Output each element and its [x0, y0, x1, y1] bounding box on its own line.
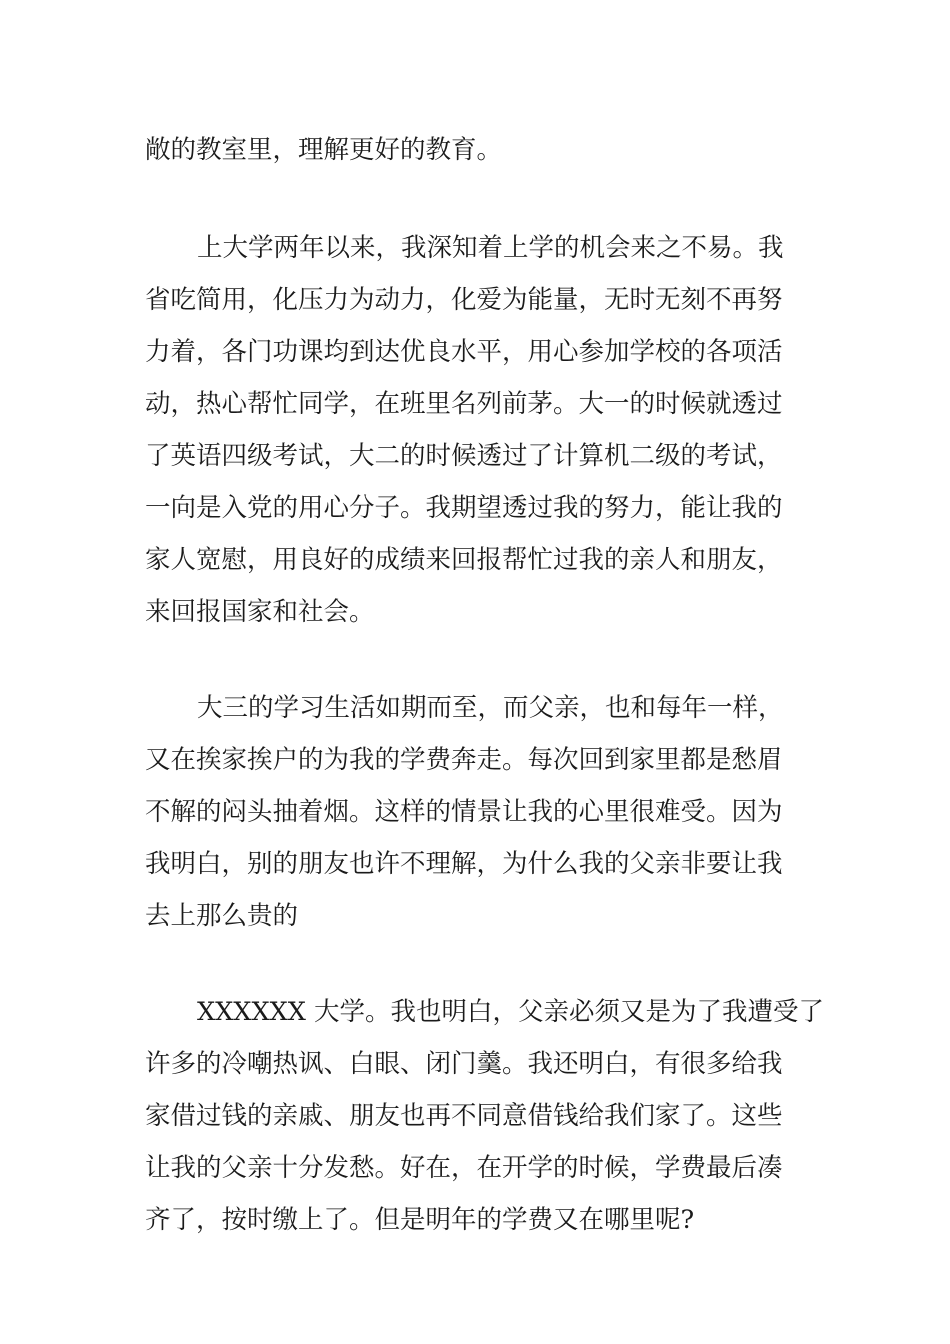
paragraph-line: 上大学两年以来，我深知着上学的机会来之不易。我 [197, 233, 784, 263]
paragraph-line: 了英语四级考试，大二的时候透过了计算机二级的考试， [145, 441, 783, 471]
paragraph-line: XXXXXX 大学。我也明白，父亲必须又是为了我遭受了 [197, 997, 825, 1027]
paragraph-line: 我明白，别的朋友也许不理解，为什么我的父亲非要让我 [145, 849, 783, 879]
paragraph-line: 一向是入党的用心分子。我期望透过我的努力，能让我的 [145, 493, 783, 523]
paragraph-line: 又在挨家挨户的为我的学费奔走。每次回到家里都是愁眉 [145, 745, 783, 775]
paragraph-line: 来回报国家和社会。 [145, 597, 375, 627]
paragraph-line: 家人宽慰，用良好的成绩来回报帮忙过我的亲人和朋友， [145, 545, 783, 575]
paragraph-line: 动，热心帮忙同学，在班里名列前茅。大一的时候就透过 [145, 389, 783, 419]
paragraph-line: 大三的学习生活如期而至，而父亲，也和每年一样， [197, 693, 784, 723]
paragraph-line: 力着，各门功课均到达优良水平，用心参加学校的各项活 [145, 337, 783, 367]
paragraph-line: 去上那么贵的 [145, 901, 299, 931]
paragraph-line: 让我的父亲十分发愁。好在，在开学的时候，学费最后凑 [145, 1153, 783, 1183]
paragraph-line: 省吃简用，化压力为动力，化爱为能量，无时无刻不再努 [145, 285, 783, 315]
paragraph-line: 许多的冷嘲热讽、白眼、闭门羹。我还明白，有很多给我 [145, 1049, 783, 1079]
paragraph-line: 敞的教室里，理解更好的教育。 [145, 135, 503, 165]
paragraph-line: 齐了，按时缴上了。但是明年的学费又在哪里呢? [145, 1205, 695, 1235]
paragraph-line: 家借过钱的亲戚、朋友也再不同意借钱给我们家了。这些 [145, 1101, 783, 1131]
paragraph-line: 不解的闷头抽着烟。这样的情景让我的心里很难受。因为 [145, 797, 783, 827]
